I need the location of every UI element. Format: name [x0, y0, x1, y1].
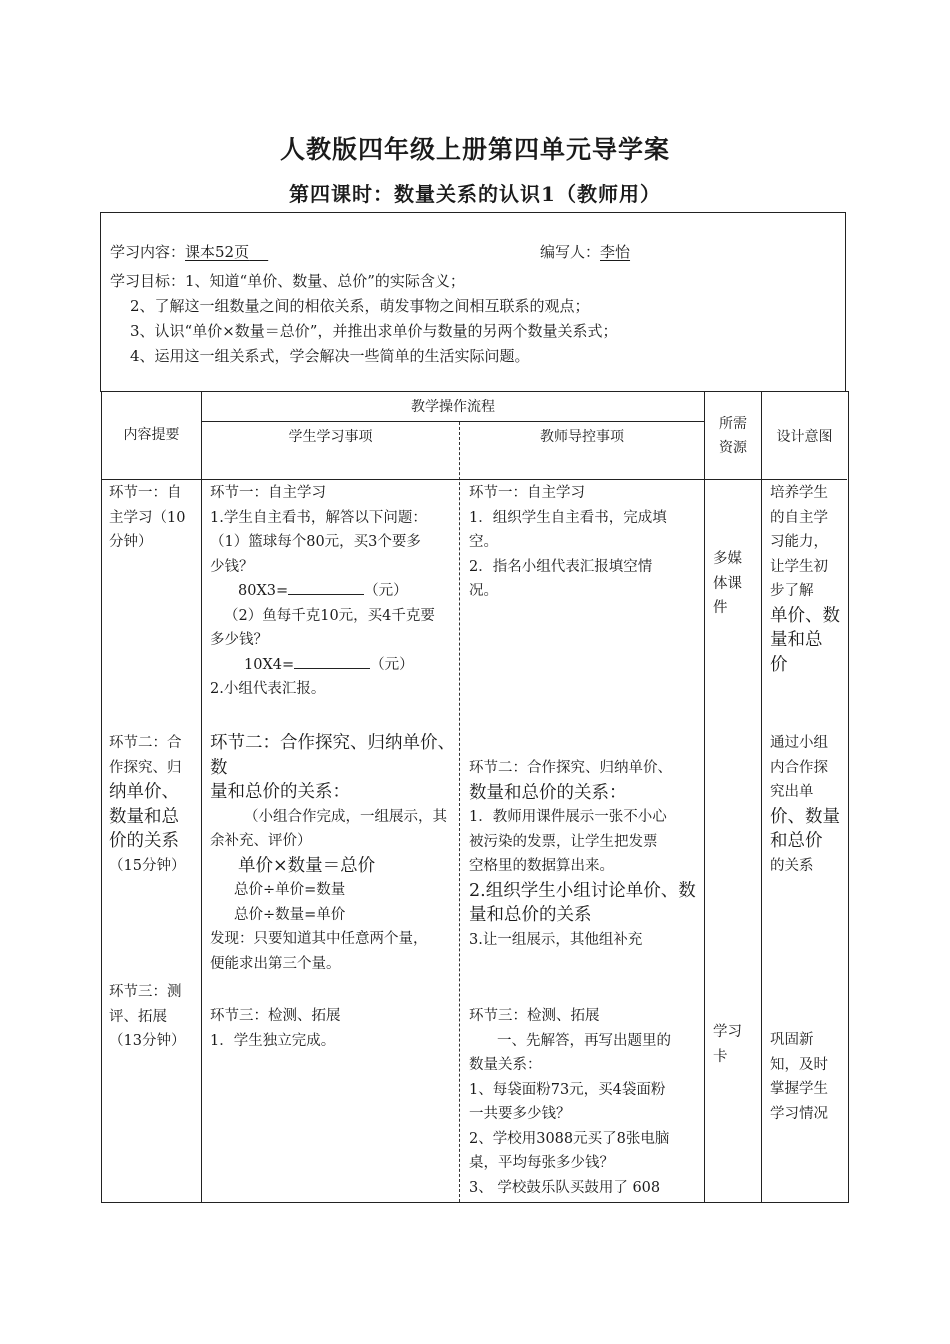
- goal-4: 4、运用这一组关系式，学会解决一些简单的生活实际问题。: [130, 347, 530, 365]
- stage3-teacher: 环节三：检测、拓展 一、先解答，再写出题里的 数量关系： 1、每袋面粉73元，买4袋面粉 一共要多少钱？ 2、学校用3088元买了8张电脑 桌，平均每张多少钱？ 3、 学校鼓乐队买鼓用了 608: [469, 1008, 671, 1196]
- stage3-student: 环节三：检测、拓展 1．学生独立完成。: [210, 1008, 341, 1049]
- stage2-teacher: 环节二：合作探究、归纳单价、 数量和总价的关系： 1．教师用课件展示一张不小心 被污染的发票，让学生把发票 空格里的数据算出来。 2.组织学生小组讨论单价、数 量和总价的关系 3.让一组展示，其他组补充: [469, 760, 696, 948]
- goal-1: 学习目标：1、知道“单价、数量、总价”的实际含义；: [110, 272, 465, 290]
- stage3-resources: 学习 卡: [713, 1024, 742, 1065]
- header-student: 学生学习事项: [288, 429, 373, 445]
- author-value: 李怡: [600, 243, 631, 261]
- stage2-content: 环节二：合 作探究、归 纳单价、 数量和总 价的关系 （15分钟）: [109, 735, 186, 874]
- stage3-design: 巩固新 知，及时 掌握学生 学习情况: [770, 1032, 828, 1122]
- page-title: 人教版四年级上册第四单元导学案: [279, 135, 670, 164]
- goal-2: 2、了解这一组数量之间的相依关系，萌发事物之间相互联系的观点；: [130, 297, 590, 315]
- stage3-content: 环节三：测 评、拓展 （13分钟）: [109, 984, 186, 1049]
- stage1-content: 环节一：自 主学习（10 分钟）: [109, 485, 186, 550]
- page-subtitle: 第四课时：数量关系的认识1（教师用）: [289, 182, 661, 206]
- content-label: 学习内容：: [110, 243, 186, 261]
- header-design: 设计意图: [776, 429, 833, 445]
- author-label: 编写人：: [540, 243, 601, 261]
- stage1-resources: 多媒 体课 件: [713, 551, 742, 616]
- header-resources: 所需 资源: [719, 416, 747, 456]
- content-value: 课本52页: [185, 243, 250, 261]
- stage2-design: 通过小组 内合作探 究出单 价、数量 和总价 的关系: [770, 735, 840, 874]
- stage1-teacher: 环节一：自主学习 1．组织学生自主看书，完成填 空。 2．指名小组代表汇报填空情 况。: [469, 485, 667, 599]
- stage2-student: 环节二：合作探究、归纳单价、数 量和总价的关系： （小组合作完成，一组展示，其 余补充、评价） 单价×数量＝总价 总价÷单价=数量 总价÷数量=单价 发现：只要知道其中任意两个量， 便能求出第三个量。: [210, 733, 455, 972]
- header-process: 教学操作流程: [411, 399, 495, 415]
- header-teacher: 教师导控事项: [540, 429, 624, 445]
- stage1-design: 培养学生 的自主学 习能力， 让学生初 步了解 单价、数 量和总 价: [770, 485, 840, 675]
- header-content: 内容提要: [123, 427, 180, 443]
- stage1-student: 环节一：自主学习 1.学生自主看书，解答以下问题： （1）篮球每个80元，买3个要多 少钱？ 80X3= （元） （2）鱼每千克10元，买4千克要 多少钱？ 10X4= （元） 2.小组代表汇报。: [210, 485, 435, 697]
- goal-3: 3、认识“单价×数量＝总价”，并推出求单价与数量的另两个数量关系式；: [130, 322, 618, 340]
